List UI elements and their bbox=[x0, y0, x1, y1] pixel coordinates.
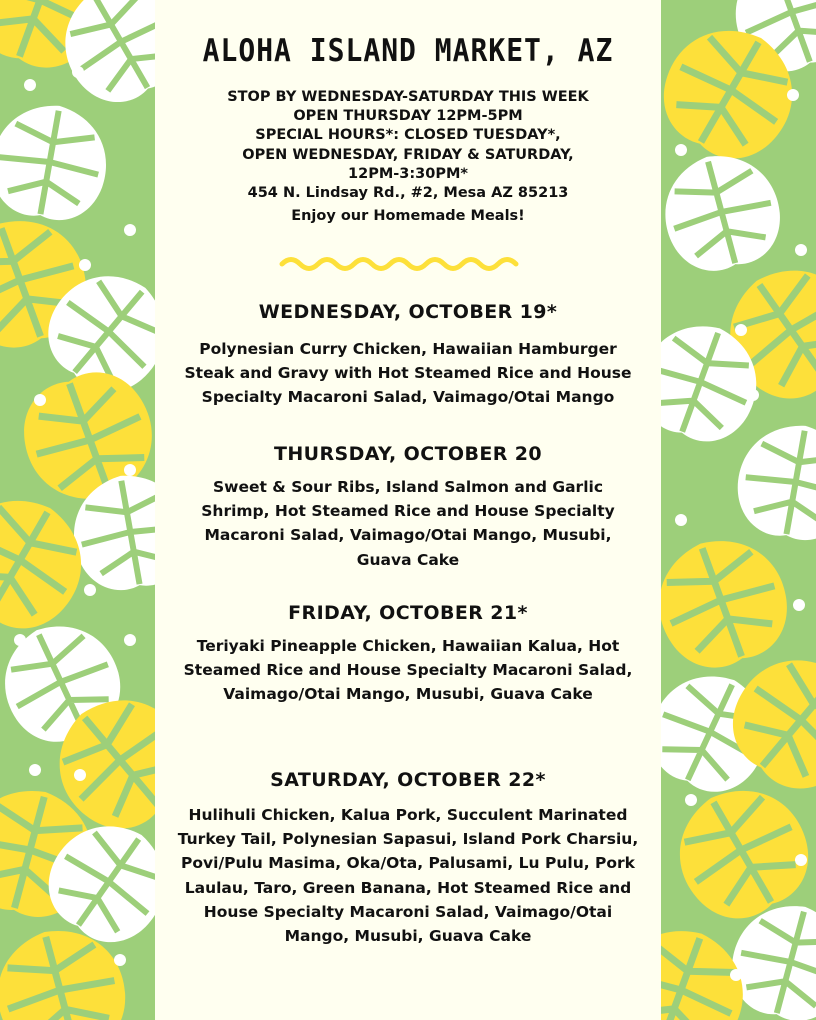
monstera-leaf-pattern-right bbox=[661, 0, 816, 1020]
menu-day-friday bbox=[155, 602, 661, 707]
day-items: Hulihuli Chicken, Kalua Pork, Succulent Marinated Turkey Tail, Polynesian Sapasui, Island Pork Charsiu, Povi/Pulu Masima, Oka/Ota, Palusami, Lu Pulu, Pork Laulau, Taro, Green Banana, Hot Steamed Rice and House Specialty Macaroni Salad, Vaimago/Otai Mango, Musubi, Guava Cake bbox=[177, 806, 639, 946]
menu-day-wednesday bbox=[155, 301, 661, 410]
hours-line: SPECIAL HOURS*: CLOSED TUESDAY*, bbox=[255, 127, 561, 144]
day-heading: SATURDAY, OCTOBER 22* bbox=[270, 769, 546, 791]
hours-line: STOP BY WEDNESDAY-SATURDAY THIS WEEK bbox=[227, 89, 589, 105]
tagline: Enjoy our Homemade Meals! bbox=[291, 208, 525, 225]
hours-line: OPEN THURSDAY 12PM-5PM bbox=[293, 108, 523, 125]
day-items: Sweet & Sour Ribs, Island Salmon and Garlic Shrimp, Hot Steamed Rice and House Specialty Macaroni Salad, Vaimago/Otai Mango, Musubi, Guava Cake bbox=[201, 478, 615, 569]
day-heading: THURSDAY, OCTOBER 20 bbox=[273, 443, 543, 465]
hours-info bbox=[155, 88, 661, 226]
hours-line: 12PM-3:30PM* bbox=[348, 165, 468, 182]
menu-content bbox=[155, 0, 661, 1020]
address: 454 N. Lindsay Rd., #2, Mesa AZ 85213 bbox=[247, 185, 569, 202]
leaf-pattern-icon bbox=[0, 0, 155, 1020]
day-items: Teriyaki Pineapple Chicken, Hawaiian Kalua, Hot Steamed Rice and House Specialty Macaroni Salad, Vaimago/Otai Mango, Musubi, Guava Cake bbox=[183, 637, 633, 704]
hours-line: OPEN WEDNESDAY, FRIDAY & SATURDAY, bbox=[242, 146, 574, 163]
menu-day-saturday bbox=[155, 769, 661, 948]
day-items: Polynesian Curry Chicken, Hawaiian Hamburger Steak and Gravy with Hot Steamed Rice and House Specialty Macaroni Salad, Vaimago/Otai Mango bbox=[184, 340, 632, 407]
wavy-divider-icon bbox=[278, 253, 523, 275]
menu-day-thursday bbox=[155, 443, 661, 572]
leaf-pattern-icon bbox=[661, 0, 816, 1020]
day-heading: WEDNESDAY, OCTOBER 19* bbox=[258, 301, 558, 323]
day-heading: FRIDAY, OCTOBER 21* bbox=[288, 602, 528, 624]
monstera-leaf-pattern-left bbox=[0, 0, 155, 1020]
page-title: ALOHA ISLAND MARKET, AZ bbox=[202, 32, 614, 69]
